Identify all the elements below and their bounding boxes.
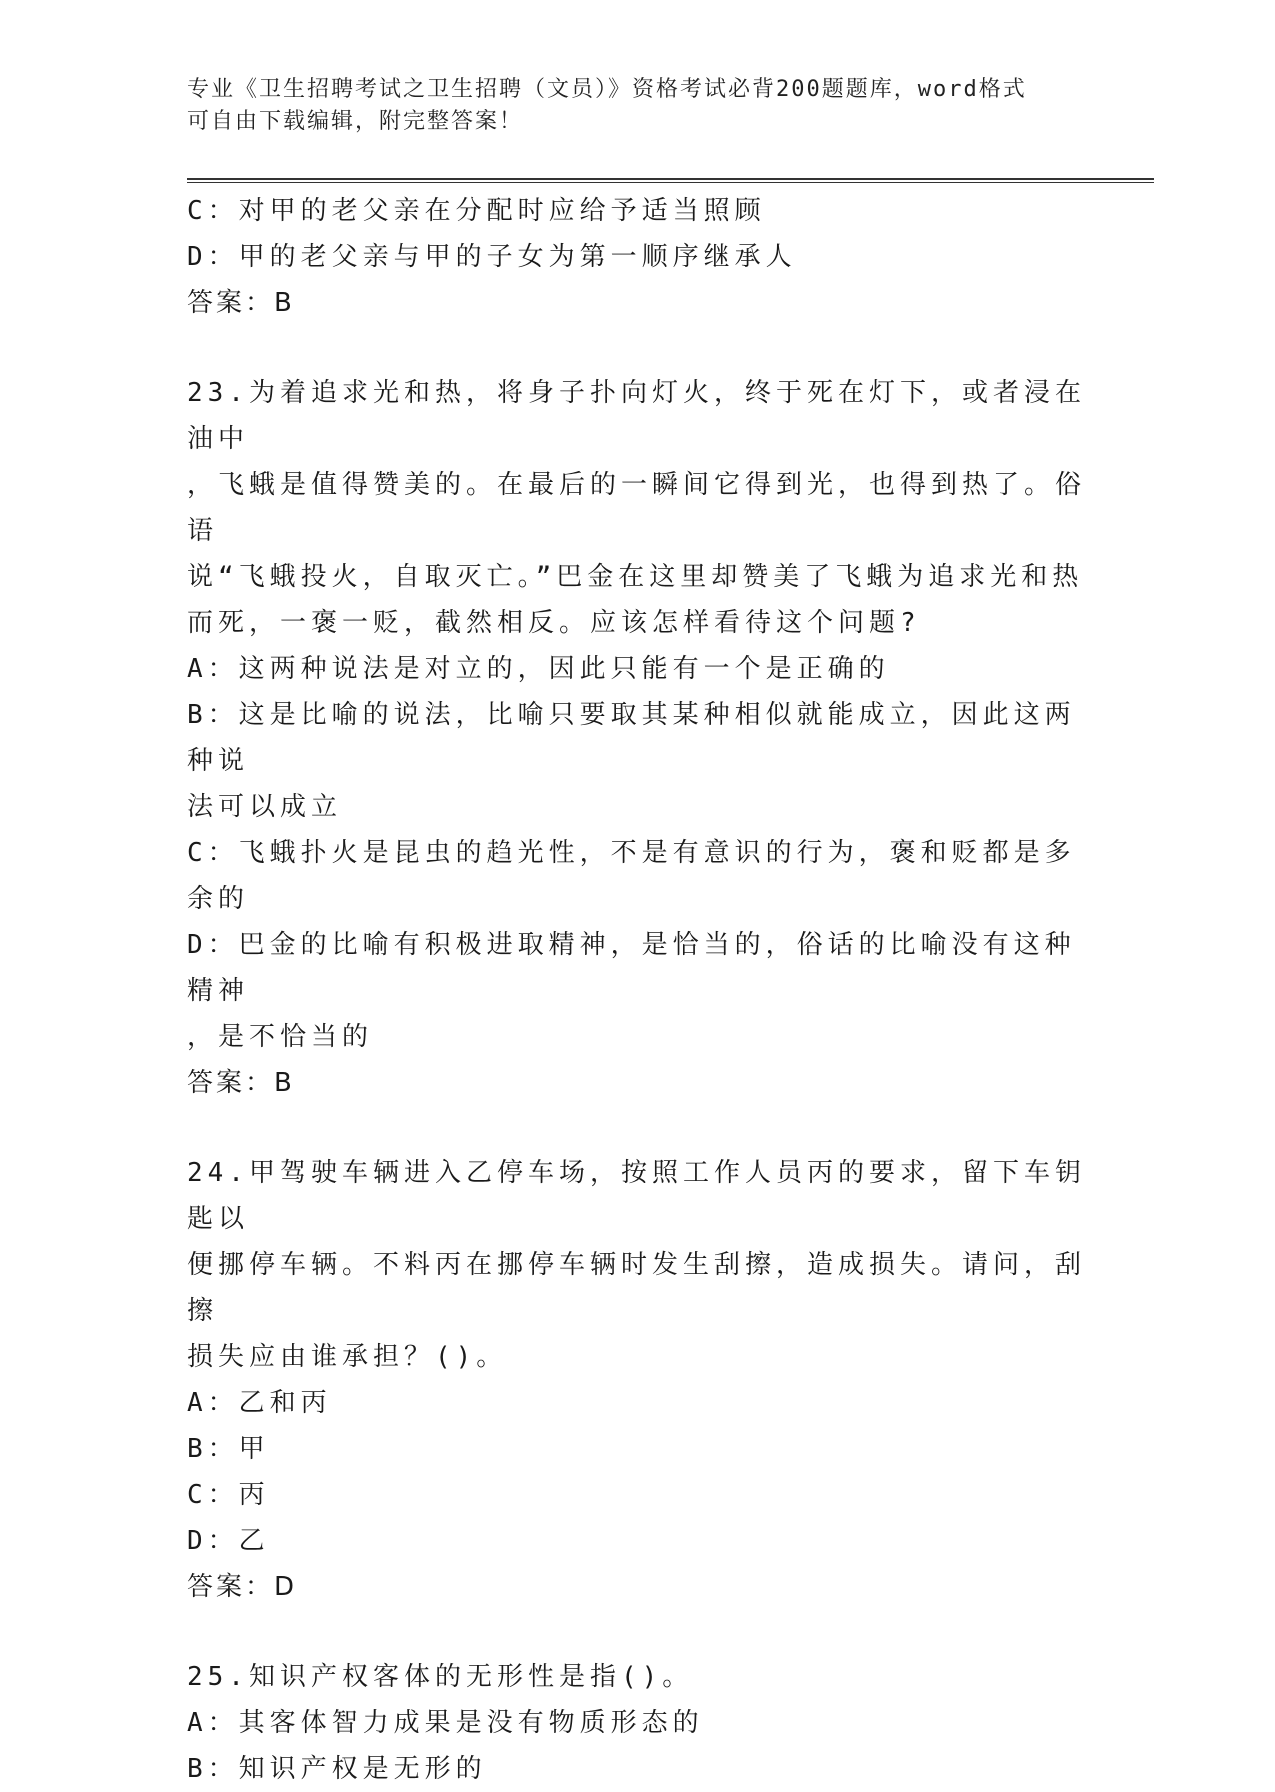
answer: 答案：B — [187, 288, 295, 318]
question-24 — [187, 1150, 1087, 1610]
document-body — [187, 188, 1087, 1792]
option-d: D：甲的老父亲与甲的子女为第一顺序继承人 — [187, 242, 797, 272]
document-header — [187, 74, 1067, 138]
answer: 答案：B — [187, 1068, 295, 1098]
question-stem: 23.为着追求光和热，将身子扑向灯火，终于死在灯下，或者浸在油中 — [187, 378, 1086, 454]
question-stem: 损失应由谁承担？()。 — [187, 1342, 508, 1372]
option-c: C：对甲的老父亲在分配时应给予适当照顾 — [187, 196, 766, 226]
option-b: 法可以成立 — [187, 792, 343, 822]
question-stem: ，飞蛾是值得赞美的。在最后的一瞬间它得到光，也得到热了。俗语 — [187, 470, 1087, 546]
header-line-1: 专业《卫生招聘考试之卫生招聘（文员）》资格考试必背200题题库，word格式 — [187, 77, 1027, 102]
question-stem: 24.甲驾驶车辆进入乙停车场，按照工作人员丙的要求，留下车钥匙以 — [187, 1158, 1086, 1234]
answer: 答案：D — [187, 1572, 298, 1602]
option-a: A：其客体智力成果是没有物质形态的 — [187, 1708, 704, 1738]
option-a: A：乙和丙 — [187, 1388, 332, 1418]
option-b: B：这是比喻的说法，比喻只要取其某种相似就能成立，因此这两种说 — [187, 700, 1076, 776]
question-stem: 25.知识产权客体的无形性是指()。 — [187, 1662, 694, 1692]
option-a: A：这两种说法是对立的，因此只能有一个是正确的 — [187, 654, 890, 684]
option-d: D：巴金的比喻有积极进取精神，是恰当的，俗话的比喻没有这种精神 — [187, 930, 1076, 1006]
question-stem: 说“飞蛾投火，自取灭亡。”巴金在这里却赞美了飞蛾为追求光和热 — [187, 562, 1084, 592]
option-c: C：丙 — [187, 1480, 270, 1510]
option-b: B：知识产权是无形的 — [187, 1754, 487, 1784]
header-divider — [187, 178, 1154, 183]
option-d: ，是不恰当的 — [187, 1022, 374, 1052]
option-b: B：甲 — [187, 1434, 270, 1464]
question-stem: 便挪停车辆。不料丙在挪停车辆时发生刮擦，造成损失。请问，刮擦 — [187, 1250, 1087, 1326]
header-line-2: 可自由下载编辑，附完整答案！ — [187, 109, 524, 134]
option-c: C：飞蛾扑火是昆虫的趋光性，不是有意识的行为，褒和贬都是多余的 — [187, 838, 1076, 914]
option-d: D：乙 — [187, 1526, 270, 1556]
question-23 — [187, 370, 1087, 1106]
question-25 — [187, 1654, 1087, 1792]
question-stem: 而死，一褒一贬，截然相反。应该怎样看待这个问题? — [187, 608, 921, 638]
prev-question — [187, 188, 1087, 326]
